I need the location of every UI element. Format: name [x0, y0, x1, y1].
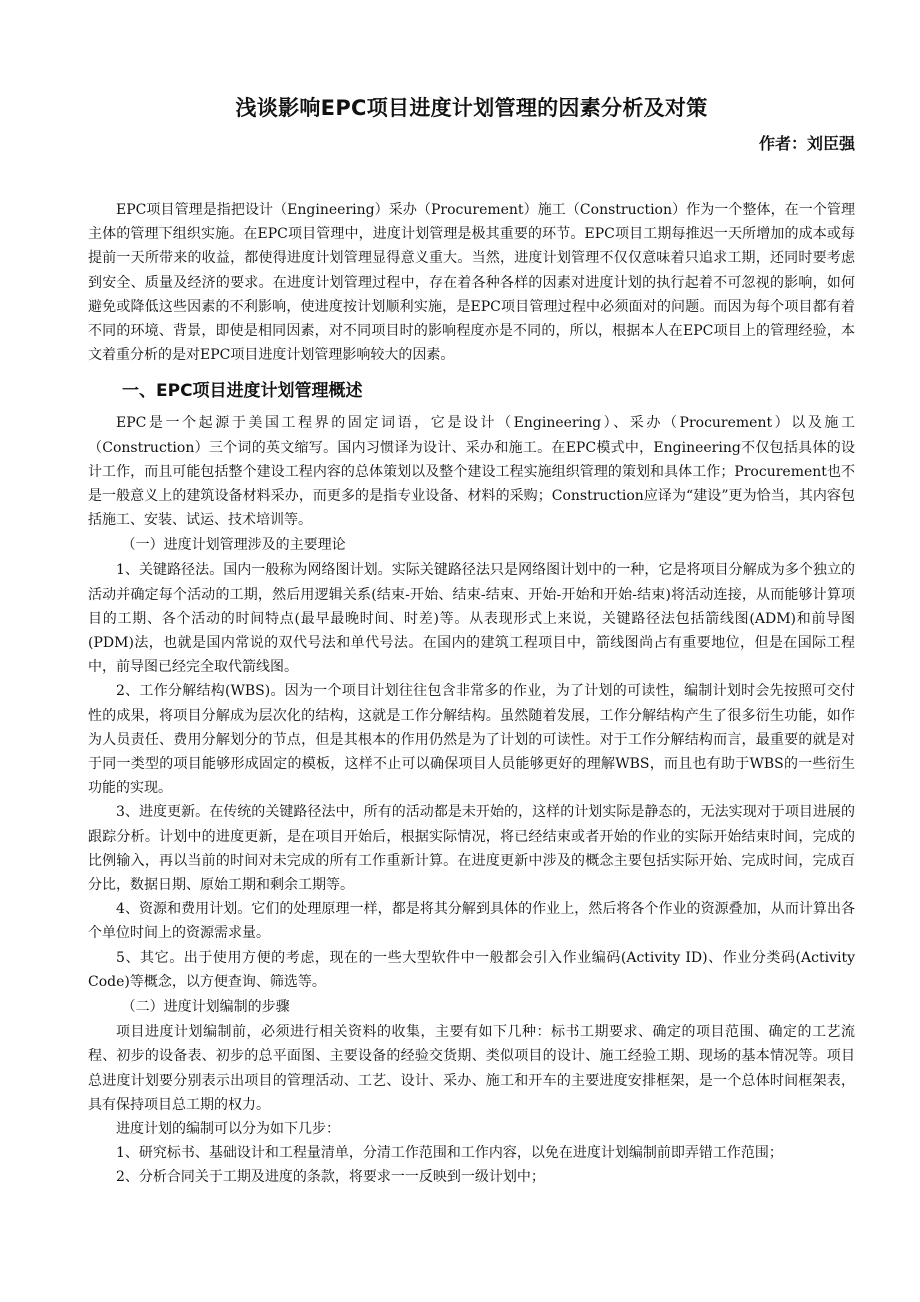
steps-intro-paragraph: 进度计划的编制可以分为如下几步： — [116, 1120, 340, 1137]
overview-paragraph: EPC是一个起源于美国工程界的固定词语，它是设计（Engineering）、采办（Procurement）以及施工（Construction）三个词的英文缩写。国内习惯译为设计、采办和施工。在EPC模式中，Engineering不仅包括具体的设计工作，而且可能包括整个建设工程内容的总体策划以及整个建设工程实施组织管理的策划和具体工作；Procurement也不是一般意义上的建筑设备材料采办，而更多的是指专业设备、材料的采购；Construction应译为“建设”更为恰当，其内容包括施工、安装、试运、技术培训等。 — [88, 415, 855, 529]
step-item-1: 1、研究标书、基础设计和工程量清单，分清工作范围和工作内容，以免在进度计划编制前即弄错工作范围； — [116, 1145, 783, 1162]
document-page — [88, 0, 855, 1190]
subsection-heading-theory: （一）进度计划管理涉及的主要理论 — [121, 537, 346, 554]
theory-item-wbs: 2、工作分解结构(WBS)。因为一个项目计划往往包含非常多的作业，为了计划的可读性，编制计划时会先按照可交付性的成果，将项目分解成为层次化的结构，这就是工作分解结构。虽然随着发展，工作分解结构产生了很多衍生功能，如作为人员责任、费用分解划分的节点，但是其根本的作用仍然是为了计划的可读性。对于工作分解结构而言，最重要的就是对于同一类型的项目能够形成固定的模板，这样不止可以确保项目人员能够更好的理解WBS，而且也有助于WBS的一些衍生功能的实现。 — [88, 683, 855, 797]
subsection-heading-steps: （二）进度计划编制的步骤 — [121, 999, 290, 1016]
theory-item-progress-update: 3、进度更新。在传统的关键路径法中，所有的活动都是未开始的，这样的计划实际是静态的，无法实现对于项目进展的跟踪分析。计划中的进度更新，是在项目开始后，根据实际情况，将已经结束或者开始的作业的实际开始结束时间，完成的比例输入，再以当前的时间对未完成的所有工作重新计算。在进度更新中涉及的概念主要包括实际开始、完成时间，完成百分比，数据日期、原始工期和剩余工期等。 — [88, 804, 855, 894]
document-body — [88, 198, 855, 1190]
theory-item-critical-path: 1、关键路径法。国内一般称为网络图计划。实际关键路径法只是网络图计划中的一种，它是将项目分解成为多个独立的活动并确定每个活动的工期，然后用逻辑关系(结束-开始、结束-结束、开始-开始和开始-结束)将活动连接，从而能够计算项目的工期、各个活动的时间特点(最早最晚时间、时差)等。从表现形式上来说，关键路径法包括箭线图(ADM)和前导图(PDM)法，也就是国内常说的双代号法和单代号法。在国内的建筑工程项目中，箭线图尚占有重要地位，但是在国际工程中，前导图已经完全取代箭线图。 — [88, 562, 855, 676]
intro-paragraph: EPC项目管理是指把设计（Engineering）采办（Procurement）施工（Construction）作为一个整体，在一个管理主体的管理下组织实施。在EPC项目管理中，进度计划管理是极其重要的环节。EPC项目工期每推迟一天所增加的成本或每提前一天所带来的收益，都使得进度计划管理显得意义重大。当然，进度计划管理不仅仅意味着只追求工期，还同时要考虑到安全、质量及经济的要求。在进度计划管理过程中，存在着各种各样的因素对进度计划的执行起着不可忽视的影响，如何避免或降低这些因素的不利影响，使进度按计划顺利实施，是EPC项目管理过程中必须面对的问题。而因为每个项目都有着不同的环境、背景，即使是相同因素，对不同项目时的影响程度亦是不同的，所以，根据本人在EPC项目上的管理经验，本文着重分析的是对EPC项目进度计划管理影响较大的因素。 — [88, 202, 855, 364]
section-heading-overview: 一、EPC项目进度计划管理概述 — [122, 381, 363, 402]
theory-item-other: 5、其它。出于使用方便的考虑，现在的一些大型软件中一般都会引入作业编码(Activity ID)、作业分类码(Activity Code)等概念，以方便查询、筛选等。 — [88, 949, 855, 990]
steps-preparation-paragraph: 项目进度计划编制前，必须进行相关资料的收集，主要有如下几种：标书工期要求、确定的项目范围、确定的工艺流程、初步的设备表、初步的总平面图、主要设备的经验交货期、类似项目的设计、施工经验工期、现场的基本情况等。项目总进度计划要分别表示出项目的管理活动、工艺、设计、采办、施工和开车的主要进度安排框架，是一个总体时间框架表，具有保持项目总工期的权力。 — [88, 1024, 855, 1113]
theory-item-resources-cost: 4、资源和费用计划。它们的处理原理一样，都是将其分解到具体的作业上，然后将各个作业的资源叠加，从而计算出各个单位时间上的资源需求量。 — [88, 901, 855, 942]
step-item-2: 2、分析合同关于工期及进度的条款，将要求一一反映到一级计划中； — [116, 1169, 545, 1186]
document-title: 浅谈影响EPC项目进度计划管理的因素分析及对策 — [235, 96, 708, 120]
document-author: 作者：刘臣强 — [758, 134, 855, 153]
